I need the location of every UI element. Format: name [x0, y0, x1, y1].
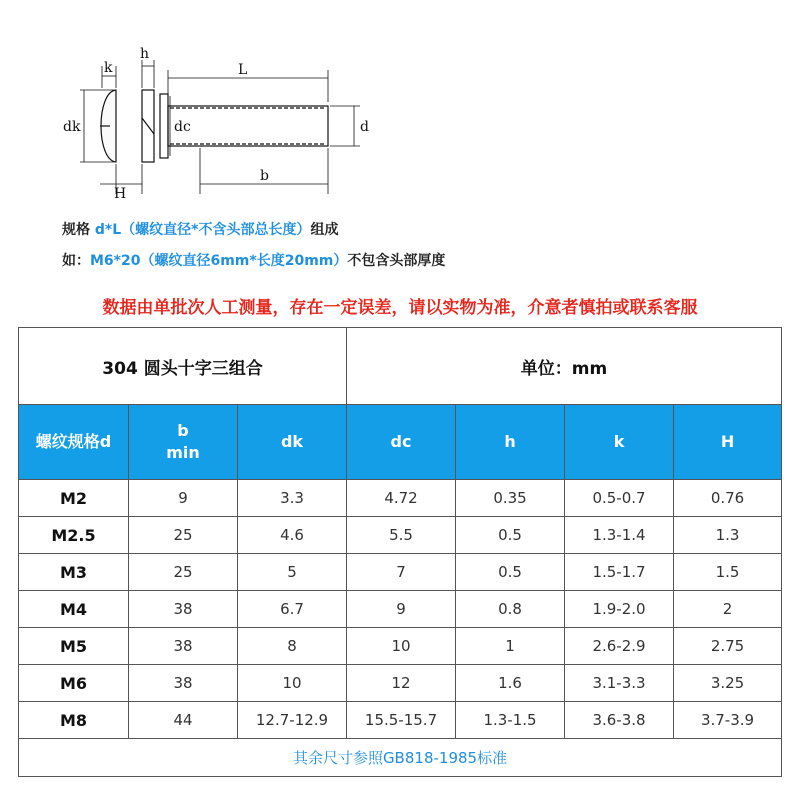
table-cell: 0.5 — [456, 554, 565, 591]
table-cell: 1.3 — [674, 517, 782, 554]
table-row — [19, 554, 782, 591]
thread-size-cell: M6 — [19, 665, 129, 702]
table-cell: 38 — [129, 591, 238, 628]
example-note-highlight: M6*20（螺纹直径6mm*长度20mm） — [90, 253, 348, 269]
table-row — [19, 480, 782, 517]
table-footer: 其余尺寸参照GB818-1985标准 — [19, 739, 782, 777]
table-cell: 3.25 — [674, 665, 782, 702]
screw-dimension-diagram — [60, 46, 390, 206]
table-cell: 1.3-1.4 — [565, 517, 674, 554]
table-cell: 10 — [347, 628, 456, 665]
table-cell: 0.76 — [674, 480, 782, 517]
table-cell: 1.9-2.0 — [565, 591, 674, 628]
table-cell: 12 — [347, 665, 456, 702]
table-cell: 44 — [129, 702, 238, 739]
thread-size-cell: M5 — [19, 628, 129, 665]
example-note-suffix: 不包含头部厚度 — [347, 253, 446, 269]
column-header: dc — [347, 405, 456, 480]
table-cell: 0.5-0.7 — [565, 480, 674, 517]
thread-size-cell: M2 — [19, 480, 129, 517]
table-cell: 38 — [129, 628, 238, 665]
table-footer-row — [19, 739, 782, 777]
spec-table — [18, 327, 782, 777]
column-header: dk — [238, 405, 347, 480]
table-cell: 25 — [129, 517, 238, 554]
table-cell: 2 — [674, 591, 782, 628]
table-cell: 8 — [238, 628, 347, 665]
thread-size-cell: M4 — [19, 591, 129, 628]
label-dk: dk — [63, 119, 81, 135]
table-cell: 0.35 — [456, 480, 565, 517]
table-cell: 6.7 — [238, 591, 347, 628]
table-cell: 12.7-12.9 — [238, 702, 347, 739]
label-h: h — [140, 46, 150, 62]
label-dc: dc — [174, 119, 191, 135]
thread-size-cell: M3 — [19, 554, 129, 591]
spec-note-suffix: 组成 — [310, 222, 339, 238]
table-row — [19, 665, 782, 702]
table-cell: 4.72 — [347, 480, 456, 517]
table-cell: 0.8 — [456, 591, 565, 628]
column-header: k — [565, 405, 674, 480]
table-unit: 单位：mm — [347, 328, 782, 405]
table-row — [19, 517, 782, 554]
table-cell: 1.6 — [456, 665, 565, 702]
spec-note — [62, 219, 338, 239]
spec-note-prefix: 规格 — [62, 222, 95, 238]
column-header: 螺纹规格d — [19, 405, 129, 480]
label-k: k — [104, 60, 113, 76]
table-cell: 3.6-3.8 — [565, 702, 674, 739]
table-body — [19, 480, 782, 739]
table-cell: 3.1-3.3 — [565, 665, 674, 702]
label-d: d — [360, 119, 369, 135]
table-cell: 3.7-3.9 — [674, 702, 782, 739]
label-L: L — [238, 62, 248, 78]
label-H: H — [114, 186, 127, 202]
column-header: H — [674, 405, 782, 480]
table-cell: 5.5 — [347, 517, 456, 554]
table-cell: 7 — [347, 554, 456, 591]
table-cell: 15.5-15.7 — [347, 702, 456, 739]
table-cell: 9 — [347, 591, 456, 628]
table-cell: 38 — [129, 665, 238, 702]
table-cell: 4.6 — [238, 517, 347, 554]
column-header: b min — [129, 405, 238, 480]
table-cell: 2.75 — [674, 628, 782, 665]
table-cell: 1.5 — [674, 554, 782, 591]
table-row — [19, 591, 782, 628]
table-cell: 1.5-1.7 — [565, 554, 674, 591]
table-cell: 10 — [238, 665, 347, 702]
table-cell: 9 — [129, 480, 238, 517]
table-title-row — [19, 328, 782, 405]
table-cell: 1 — [456, 628, 565, 665]
table-cell: 0.5 — [456, 517, 565, 554]
table-row — [19, 628, 782, 665]
table-header-row — [19, 405, 782, 480]
thread-size-cell: M2.5 — [19, 517, 129, 554]
example-note-prefix: 如： — [62, 253, 90, 269]
table-cell: 25 — [129, 554, 238, 591]
table-cell: 3.3 — [238, 480, 347, 517]
table-cell: 5 — [238, 554, 347, 591]
table-cell: 1.3-1.5 — [456, 702, 565, 739]
spec-note-highlight: d*L（螺纹直径*不含头部总长度） — [94, 222, 311, 238]
label-b: b — [260, 168, 269, 184]
example-note — [62, 250, 445, 270]
measurement-warning: 数据由单批次人工测量，存在一定误差，请以实物为准，介意者慎拍或联系客服 — [102, 298, 698, 318]
thread-size-cell: M8 — [19, 702, 129, 739]
table-row — [19, 702, 782, 739]
table-title: 304 圆头十字三组合 — [19, 328, 347, 405]
table-cell: 2.6-2.9 — [565, 628, 674, 665]
column-header: h — [456, 405, 565, 480]
